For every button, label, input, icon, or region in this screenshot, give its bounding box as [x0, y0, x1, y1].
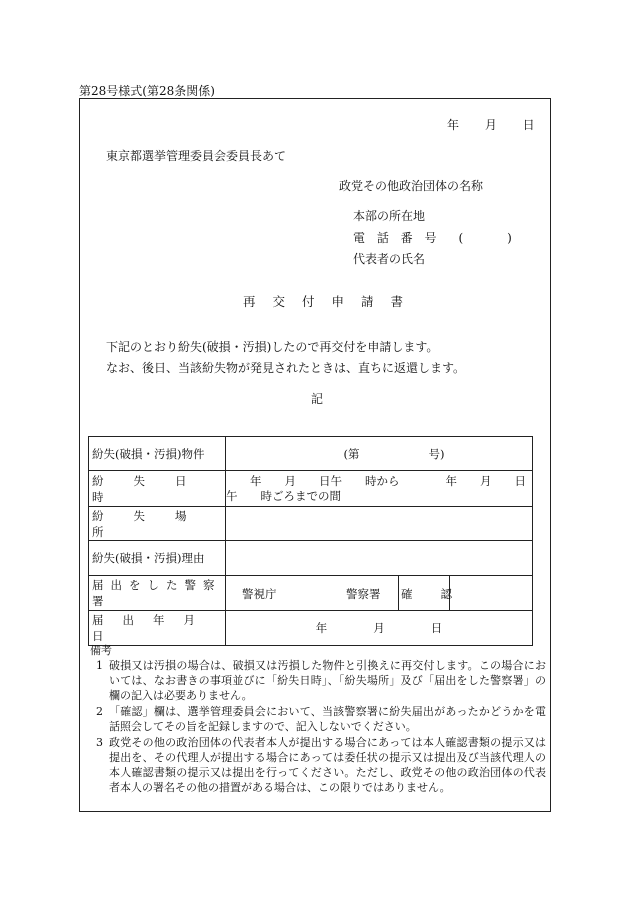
- police-label: [89, 576, 226, 611]
- table-row: [89, 507, 533, 541]
- lost-datetime-label: [89, 471, 226, 507]
- details-table: [88, 436, 533, 646]
- item-number: (第 号): [343, 446, 445, 461]
- ki-heading: 記: [311, 392, 324, 406]
- remarks: [80, 643, 546, 796]
- table-row: [89, 576, 533, 611]
- report-date-field[interactable]: [226, 611, 533, 646]
- phone-parens: ( ): [458, 231, 514, 245]
- confirm-label: 確認: [401, 587, 480, 601]
- form-number: 第28号様式(第28条関係): [79, 84, 215, 98]
- table-row: [89, 437, 533, 471]
- reason-field[interactable]: [226, 541, 533, 576]
- lost-datetime-line-1: 年 月 日午 時から 年 月 日: [250, 473, 526, 488]
- report-date-value: 年 月 日: [315, 621, 443, 635]
- phone-label: 電 話 番 号: [353, 231, 441, 245]
- lost-place-label-text: 紛失場所: [92, 508, 217, 539]
- remark-number: 2: [96, 705, 103, 718]
- org-name-label: 政党その他政治団体の名称: [339, 179, 484, 193]
- police-agency: 警視庁: [242, 587, 277, 601]
- address-label: 本部の所在地: [353, 209, 426, 223]
- lost-place-label: [89, 507, 226, 541]
- report-date-label: [89, 611, 226, 646]
- remark-text: 破損又は汚損の場合は、破損又は汚損した物件と引換えに再交付します。この場合においては、なお書きの事項並びに「紛失日時」、「紛失場所」及び「届出をした警察署」の欄の記入は必要ありません。: [109, 659, 546, 702]
- confirm-cell: [398, 576, 480, 610]
- table-row: [89, 471, 533, 507]
- remark-item: [80, 704, 546, 734]
- police-label-text: 届出をした警察署: [92, 578, 222, 608]
- remark-number: 1: [96, 659, 103, 672]
- item-field[interactable]: [226, 437, 533, 471]
- remarks-heading: 備考: [90, 644, 112, 657]
- table-row: [89, 541, 533, 576]
- report-date-label-text: 届出年月日: [92, 613, 214, 643]
- body-line-2: なお、後日、当該紛失物が発見されたときは、直ちに返還します。: [106, 361, 466, 375]
- reason-label: 紛失(破損・汚損)理由: [89, 541, 226, 576]
- remark-item: [80, 658, 546, 703]
- body-line-1: 下記のとおり紛失(破損・汚損)したので再交付を申請します。: [106, 340, 439, 354]
- remark-number: 3: [96, 736, 103, 749]
- lost-datetime-line-2: 午 時ごろまでの間: [226, 488, 341, 503]
- lost-place-field[interactable]: [226, 507, 533, 541]
- remark-item: [80, 735, 546, 795]
- police-field[interactable]: [226, 576, 533, 611]
- police-station: 警察署: [346, 587, 381, 601]
- item-label: 紛失(破損・汚損)物件: [89, 437, 226, 471]
- date-line: 年 月 日: [447, 118, 535, 132]
- remark-text: 「確認」欄は、選挙管理委員会において、当該警察署に紛失届出があったかどうかを電話照会してその旨を記録しますので、記入しないでください。: [109, 705, 546, 733]
- recipient: 東京都選挙管理委員会委員長あて: [106, 149, 287, 163]
- table-row: [89, 611, 533, 646]
- lost-datetime-field[interactable]: [226, 471, 533, 507]
- phone-row: [353, 229, 514, 246]
- lost-datetime-label-text: 紛失日時: [92, 473, 217, 504]
- remark-text: 政党その他の政治団体の代表者本人が提出する場合にあっては本人確認書類の提示又は提出を、その代理人が提出する場合にあっては委任状の提示又は提出及び当該代理人の本人確認書類の提示又は提出を行ってください。ただし、政党その他の政治団体の代表者本人の署名その他の措置がある場合は、この限りではありません。: [109, 736, 546, 794]
- document-title: 再交付申請書: [243, 294, 421, 309]
- representative-label: 代表者の氏名: [353, 252, 426, 266]
